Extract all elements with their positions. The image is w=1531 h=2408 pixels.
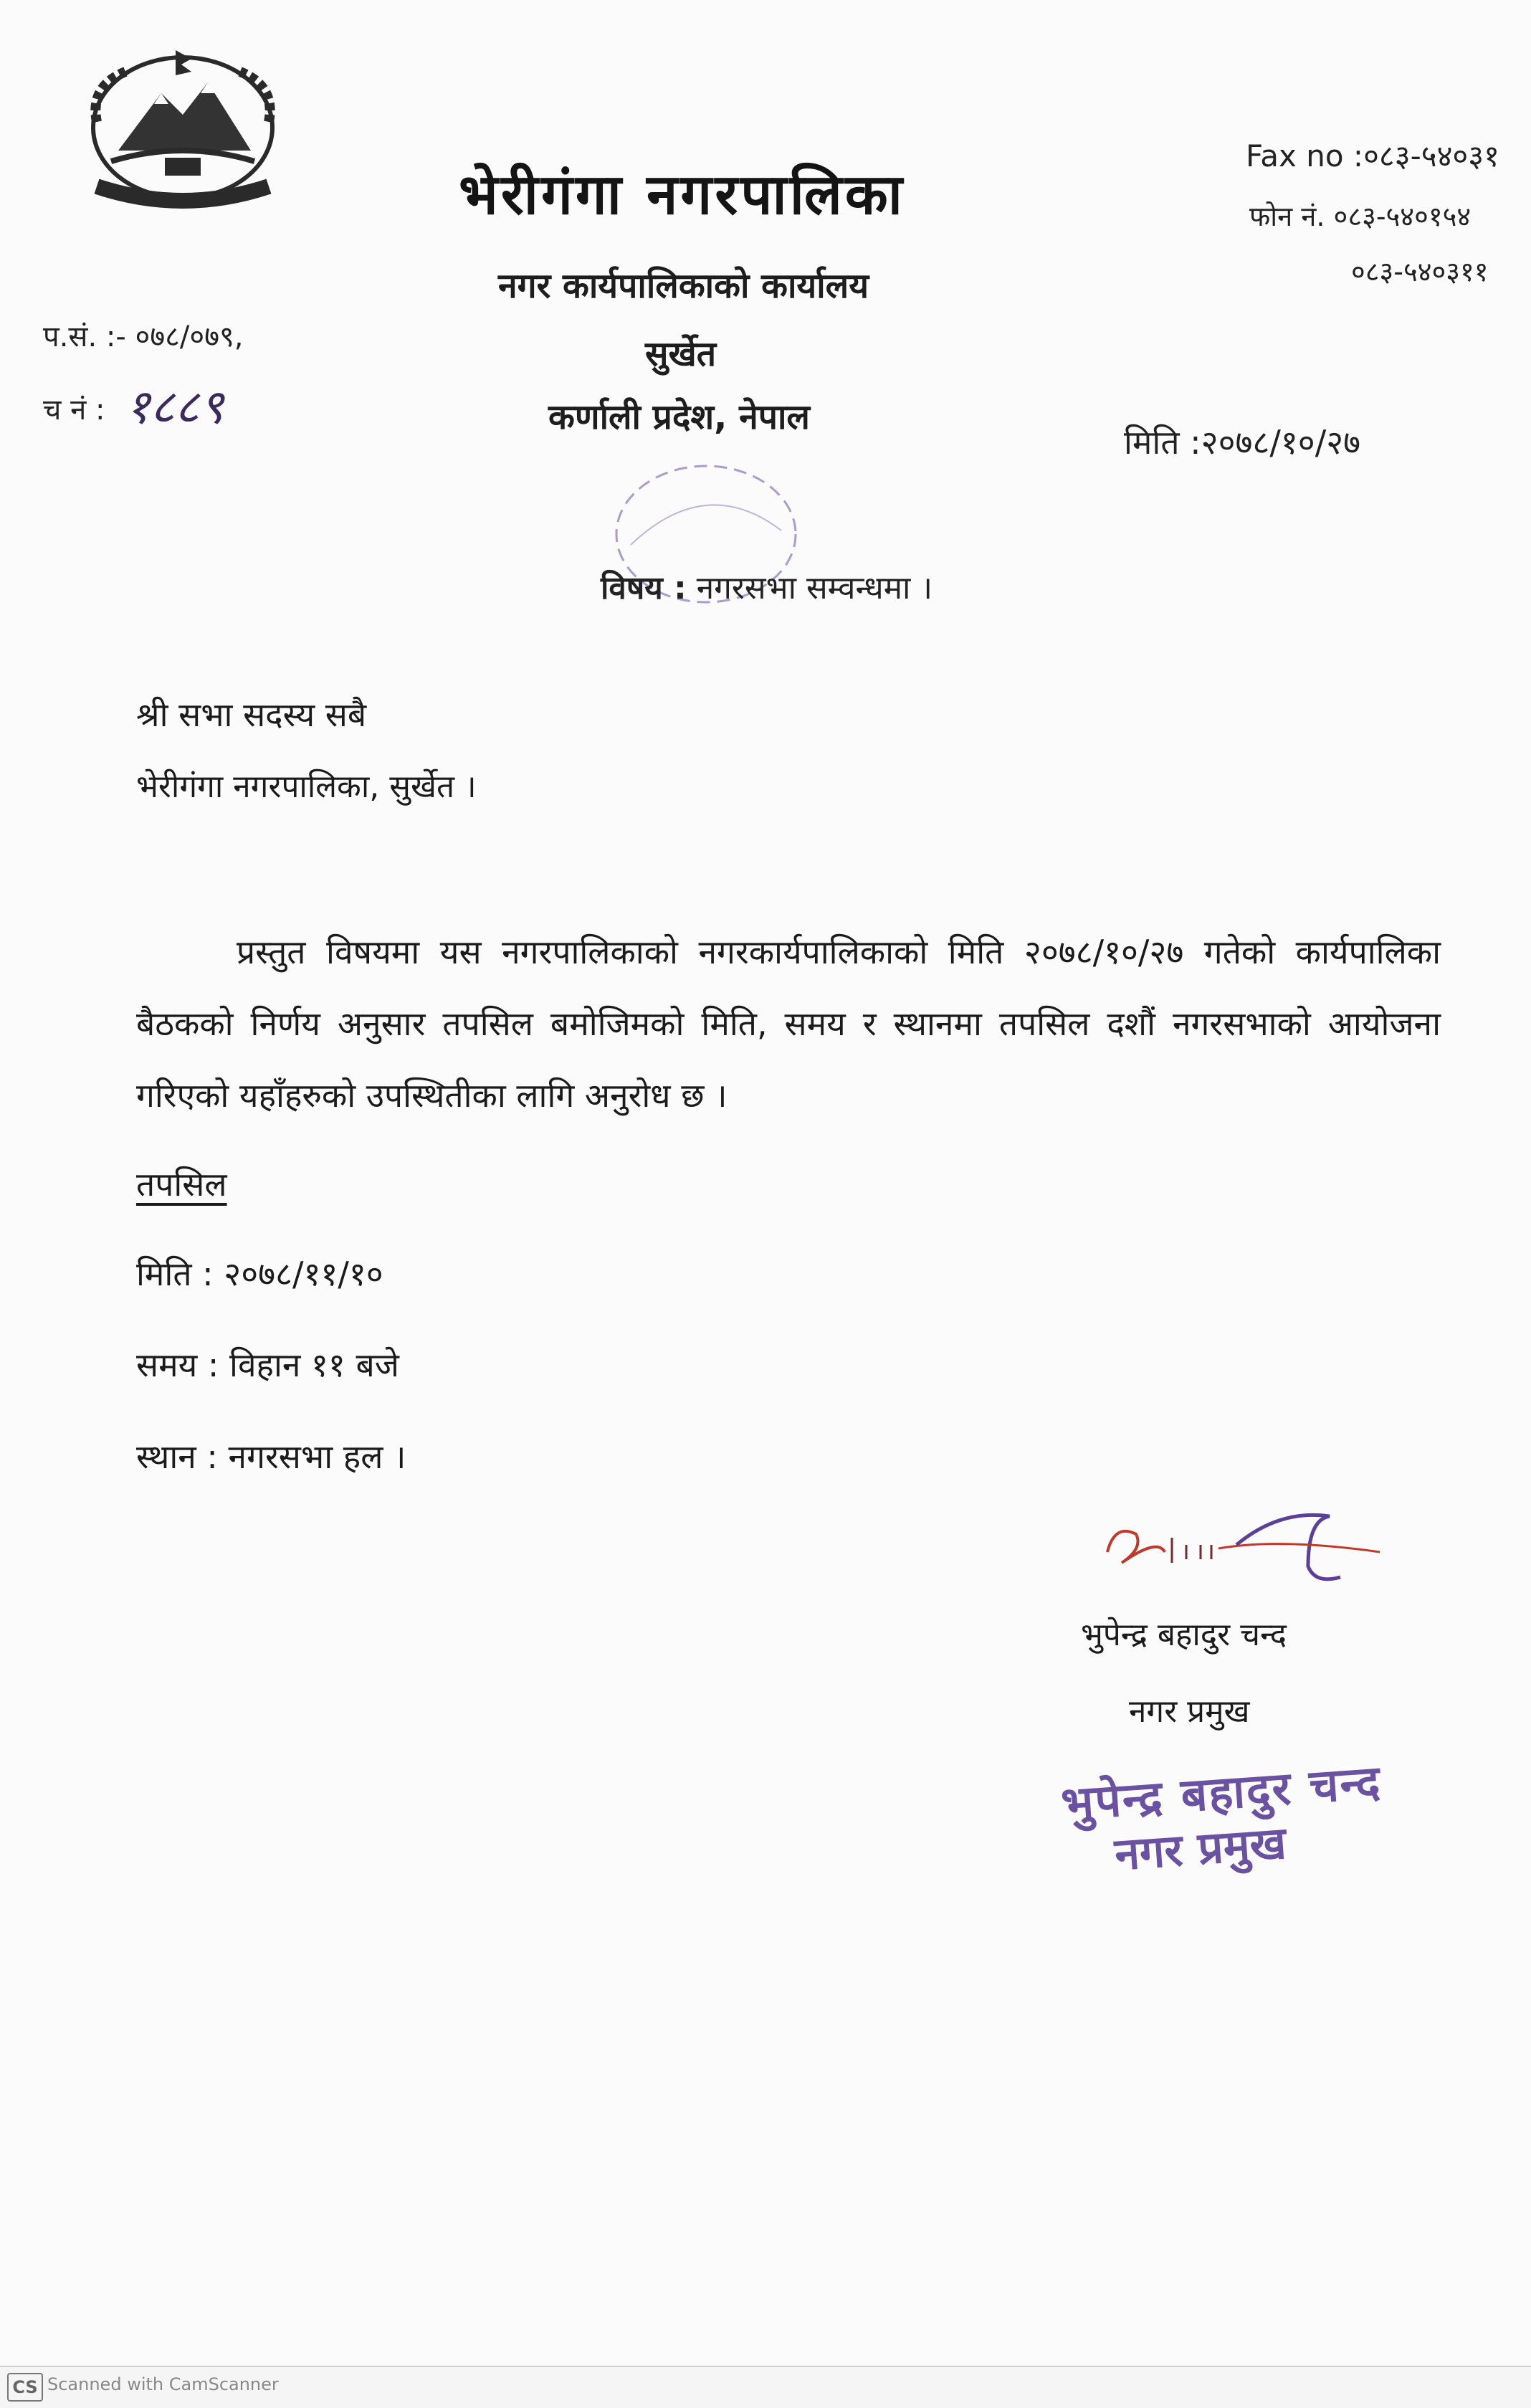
subject-text: नगरसभा सम्वन्धमा ।	[696, 570, 933, 606]
subject-line	[601, 565, 933, 608]
rubber-stamp-title: नगर प्रमुख	[1112, 1816, 1288, 1881]
signatory-name: भुपेन्द्र बहादुर चन्द	[1081, 1617, 1287, 1653]
dispatch-number-label: च नं :	[43, 394, 105, 427]
meeting-time: समय : विहान ११ बजे	[136, 1346, 399, 1384]
camscanner-watermark: Scanned with CamScanner	[47, 2374, 279, 2394]
city-name: सुर्खेत	[645, 334, 717, 374]
fax-number: Fax no :०८३-५४०३१	[1246, 138, 1499, 173]
reference-number: प.सं. :- ०७८/०७९,	[43, 320, 244, 353]
details-heading: तपसिल	[136, 1165, 227, 1204]
subject-label: विषय :	[601, 570, 687, 606]
phone-number-1: फोन नं. ०८३-५४०१५४	[1249, 201, 1472, 232]
meeting-venue: स्थान : नगरसभा हल ।	[136, 1437, 406, 1476]
camscanner-logo-icon: CS	[7, 2373, 43, 2402]
signatory-title: नगर प्रमुख	[1129, 1693, 1250, 1730]
letter-date: मिति :२०७८/१०/२७	[1124, 423, 1361, 462]
signature-icon	[1093, 1495, 1416, 1595]
letter-body: प्रस्तुत विषयमा यस नगरपालिकाको नगरकार्यपालिकाको मिति २०७८/१०/२७ गतेको कार्यपालिका बैठकको निर्णय अनुसार तपसिल बमोजिमको मिति, समय र स्थानमा तपसिल दशौं नगरसभाको आयोजना गरिएको यहाँहरुको उपस्थितीका लागि अनुरोध छ ।	[136, 933, 1441, 1115]
province-name: कर्णाली प्रदेश, नेपाल	[548, 397, 810, 437]
nepal-emblem-icon	[68, 43, 297, 215]
office-name: नगर कार्यपालिकाको कार्यालय	[498, 266, 869, 306]
phone-number-2: ०८३-५४०३११	[1351, 256, 1489, 287]
org-title: भेरीगंगा नगरपालिका	[459, 163, 905, 227]
dispatch-number-handwritten: १८८९	[125, 379, 224, 434]
rubber-stamp-name: भुपेन्द्र बहादुर चन्द	[1059, 1756, 1383, 1832]
meeting-date: मिति : २०७८/११/१०	[136, 1255, 383, 1293]
recipient-line-2: भेरीगंगा नगरपालिका, सुर्खेत ।	[136, 768, 477, 805]
recipient-line-1: श्री सभा सदस्य सबै	[136, 695, 367, 734]
